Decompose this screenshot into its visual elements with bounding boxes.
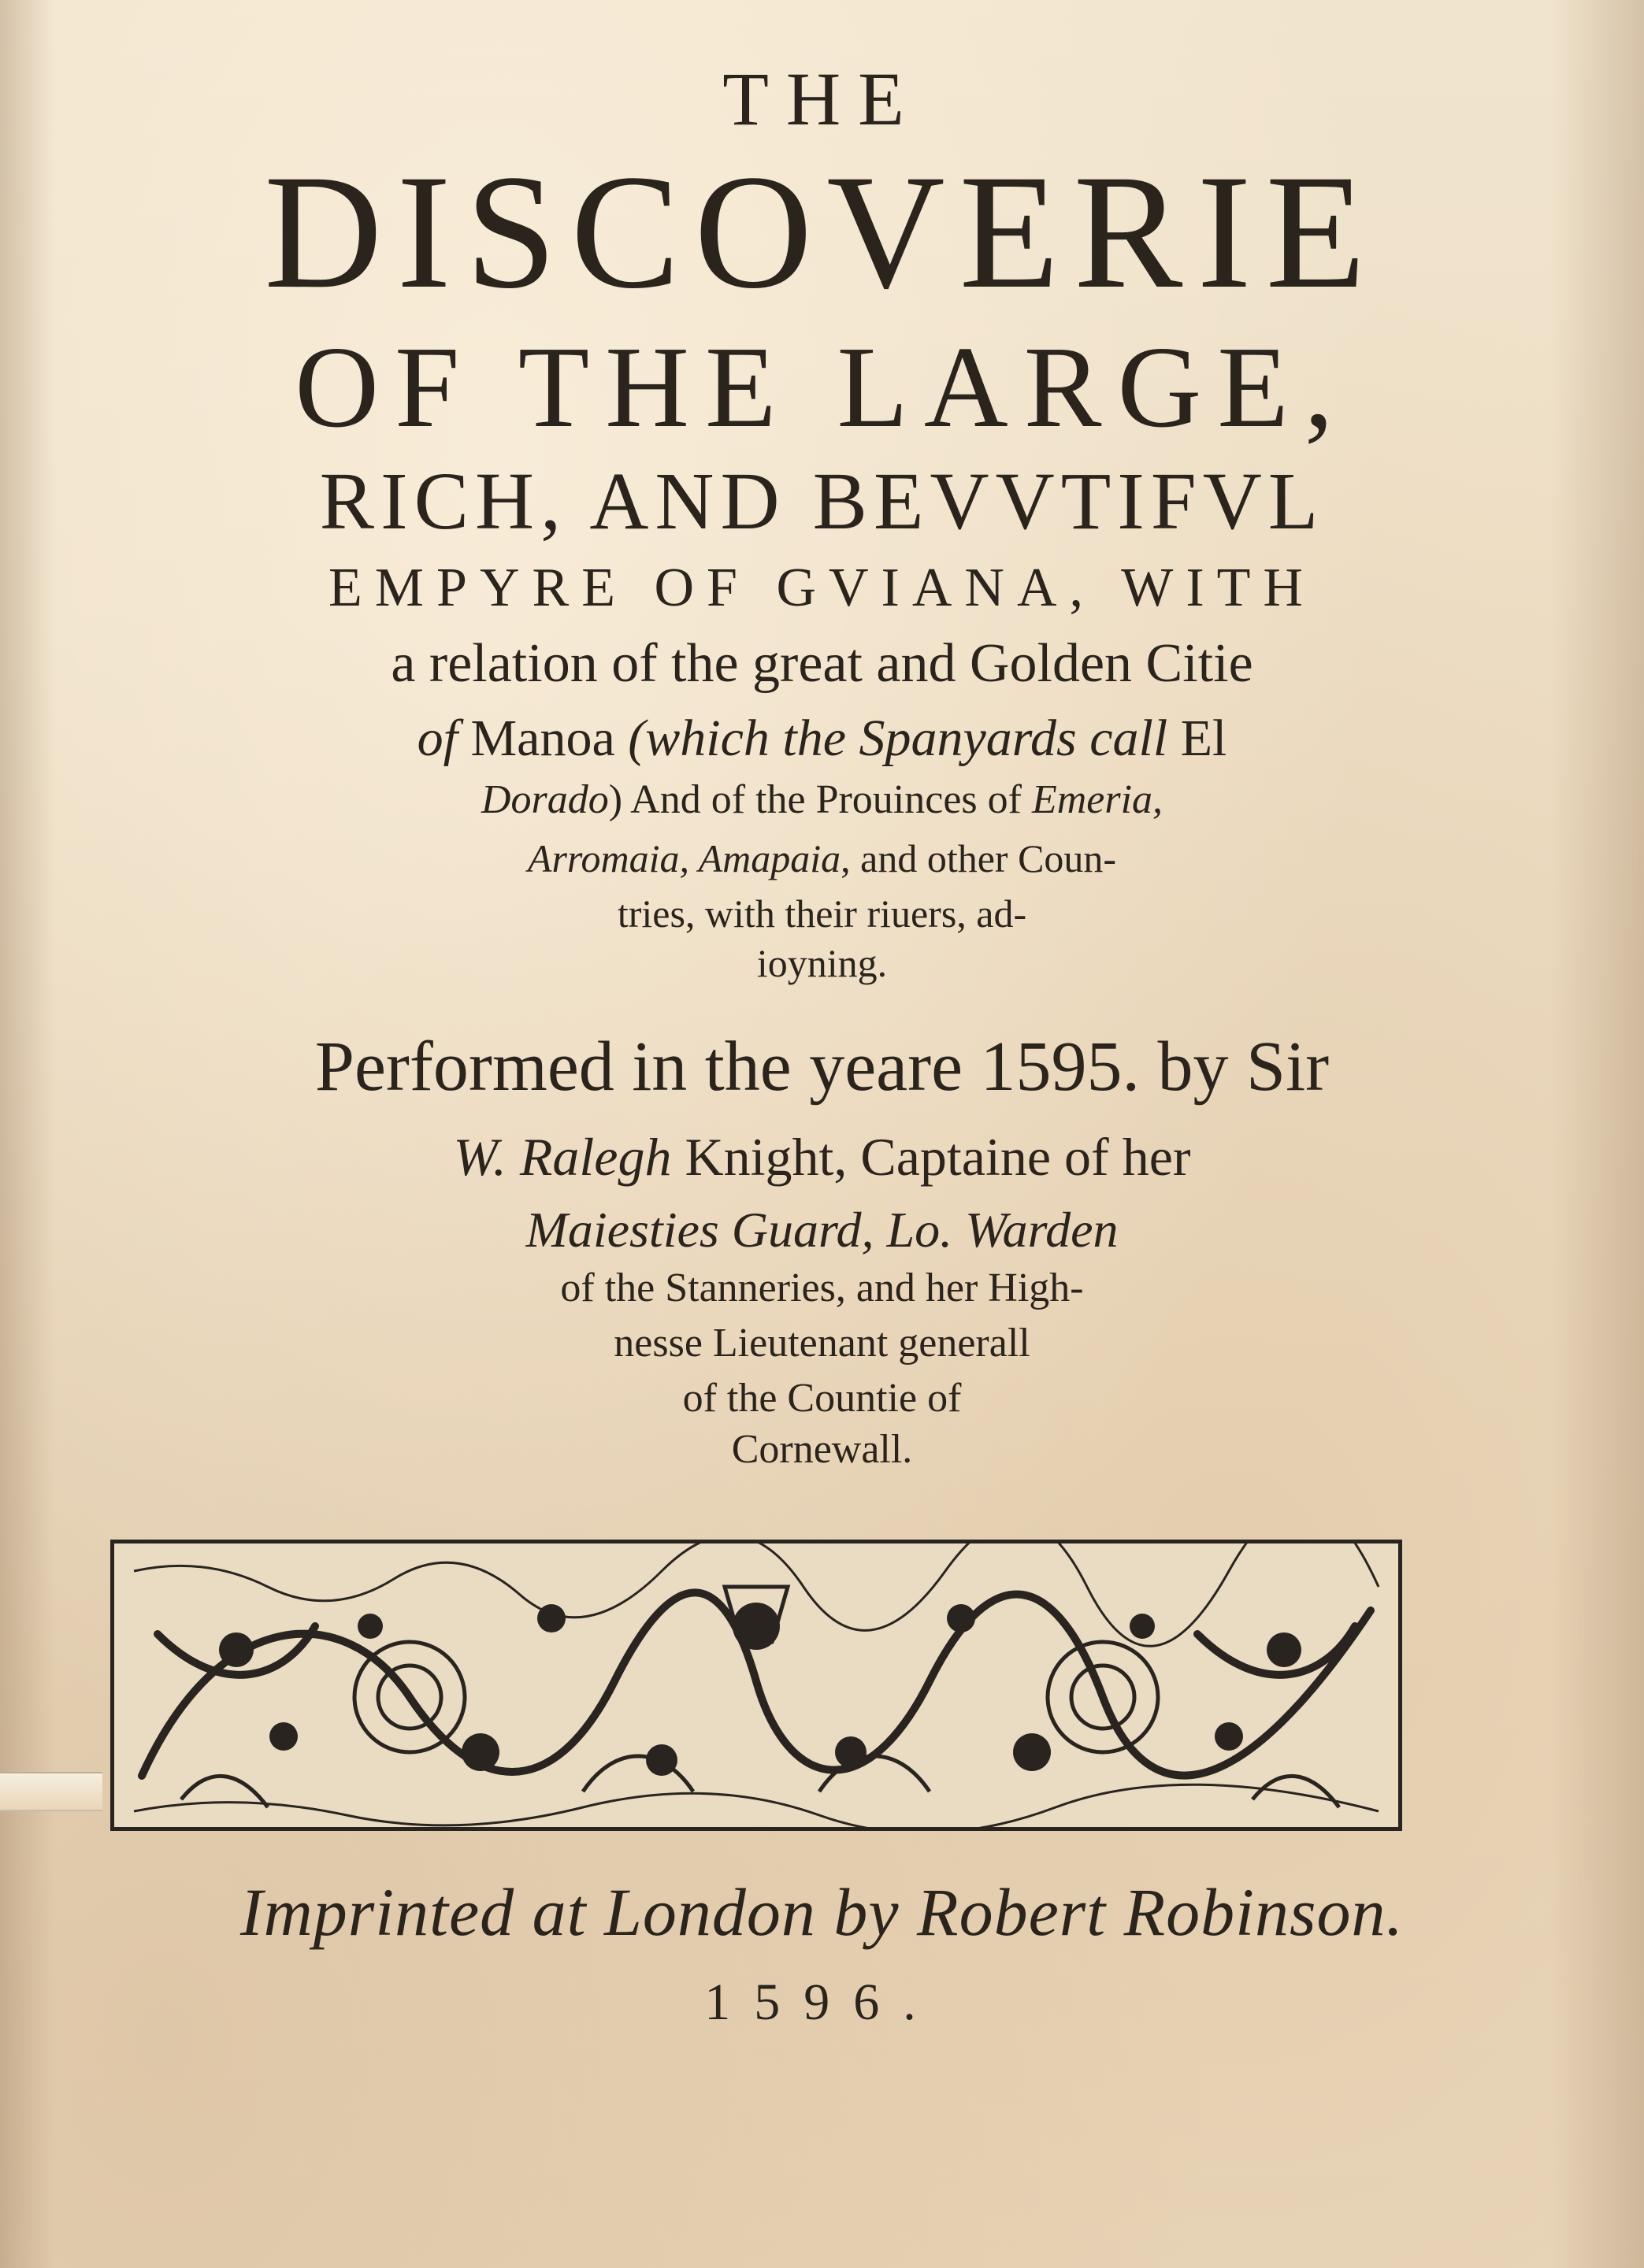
- title-of: of: [417, 710, 458, 767]
- author-name: W. Ralegh: [453, 1127, 672, 1187]
- title-spanyards: (which the Spanyards call: [628, 710, 1168, 767]
- title-line-relation: a relation of the great and Golden Citie: [391, 633, 1253, 694]
- title-line-beautiful: RICH, AND BEVVTIFVL: [319, 456, 1325, 547]
- title-manoa: Manoa: [470, 710, 615, 767]
- title-line-the: THE: [722, 57, 922, 141]
- title-line-dorado: [0, 777, 1644, 822]
- title-line-ioyning: ioyning.: [756, 941, 888, 985]
- author-line-guard: Maiesties Guard, Lo. Warden: [525, 1202, 1119, 1258]
- woodcut-ornament: [110, 1540, 1402, 1831]
- title-line-guiana: EMPYRE OF GVIANA, WITH: [328, 558, 1316, 618]
- author-line-stanneries: of the Stanneries, and her High-: [560, 1266, 1084, 1310]
- title-countries: , and other Coun-: [841, 836, 1117, 880]
- author-line-ralegh: [0, 1127, 1644, 1187]
- title-line-riuers: tries, with their riuers, ad-: [617, 891, 1027, 936]
- author-line-cornewall: Cornewall.: [731, 1427, 913, 1472]
- paper-tear: [0, 1772, 102, 1811]
- title-line-manoa: [0, 710, 1644, 767]
- title-line-discoverie: DISCOVERIE: [264, 141, 1380, 322]
- author-line-countie: of the Countie of: [682, 1376, 962, 1421]
- title-el: El: [1180, 710, 1227, 767]
- title-line-large: OF THE LARGE,: [295, 323, 1349, 452]
- title-arromaia: Arromaia, Amapaia: [527, 836, 841, 880]
- title-dorado: Dorado: [481, 777, 609, 822]
- author-line-performed: Performed in the yeare 1595. by Sir: [314, 1028, 1330, 1106]
- imprint-line: Imprinted at London by Robert Robinson.: [239, 1874, 1405, 1950]
- ornament-svg: [110, 1540, 1402, 1831]
- imprint-year: 1596.: [704, 1973, 940, 2031]
- author-line-lieutenant: nesse Lieutenant generall: [614, 1321, 1030, 1366]
- author-knight: Knight, Captaine of her: [685, 1127, 1191, 1187]
- title-prouinces: ) And of the Prouinces of: [608, 777, 1022, 822]
- title-line-arromaia: [0, 836, 1644, 880]
- title-emeria: Emeria,: [1031, 777, 1163, 822]
